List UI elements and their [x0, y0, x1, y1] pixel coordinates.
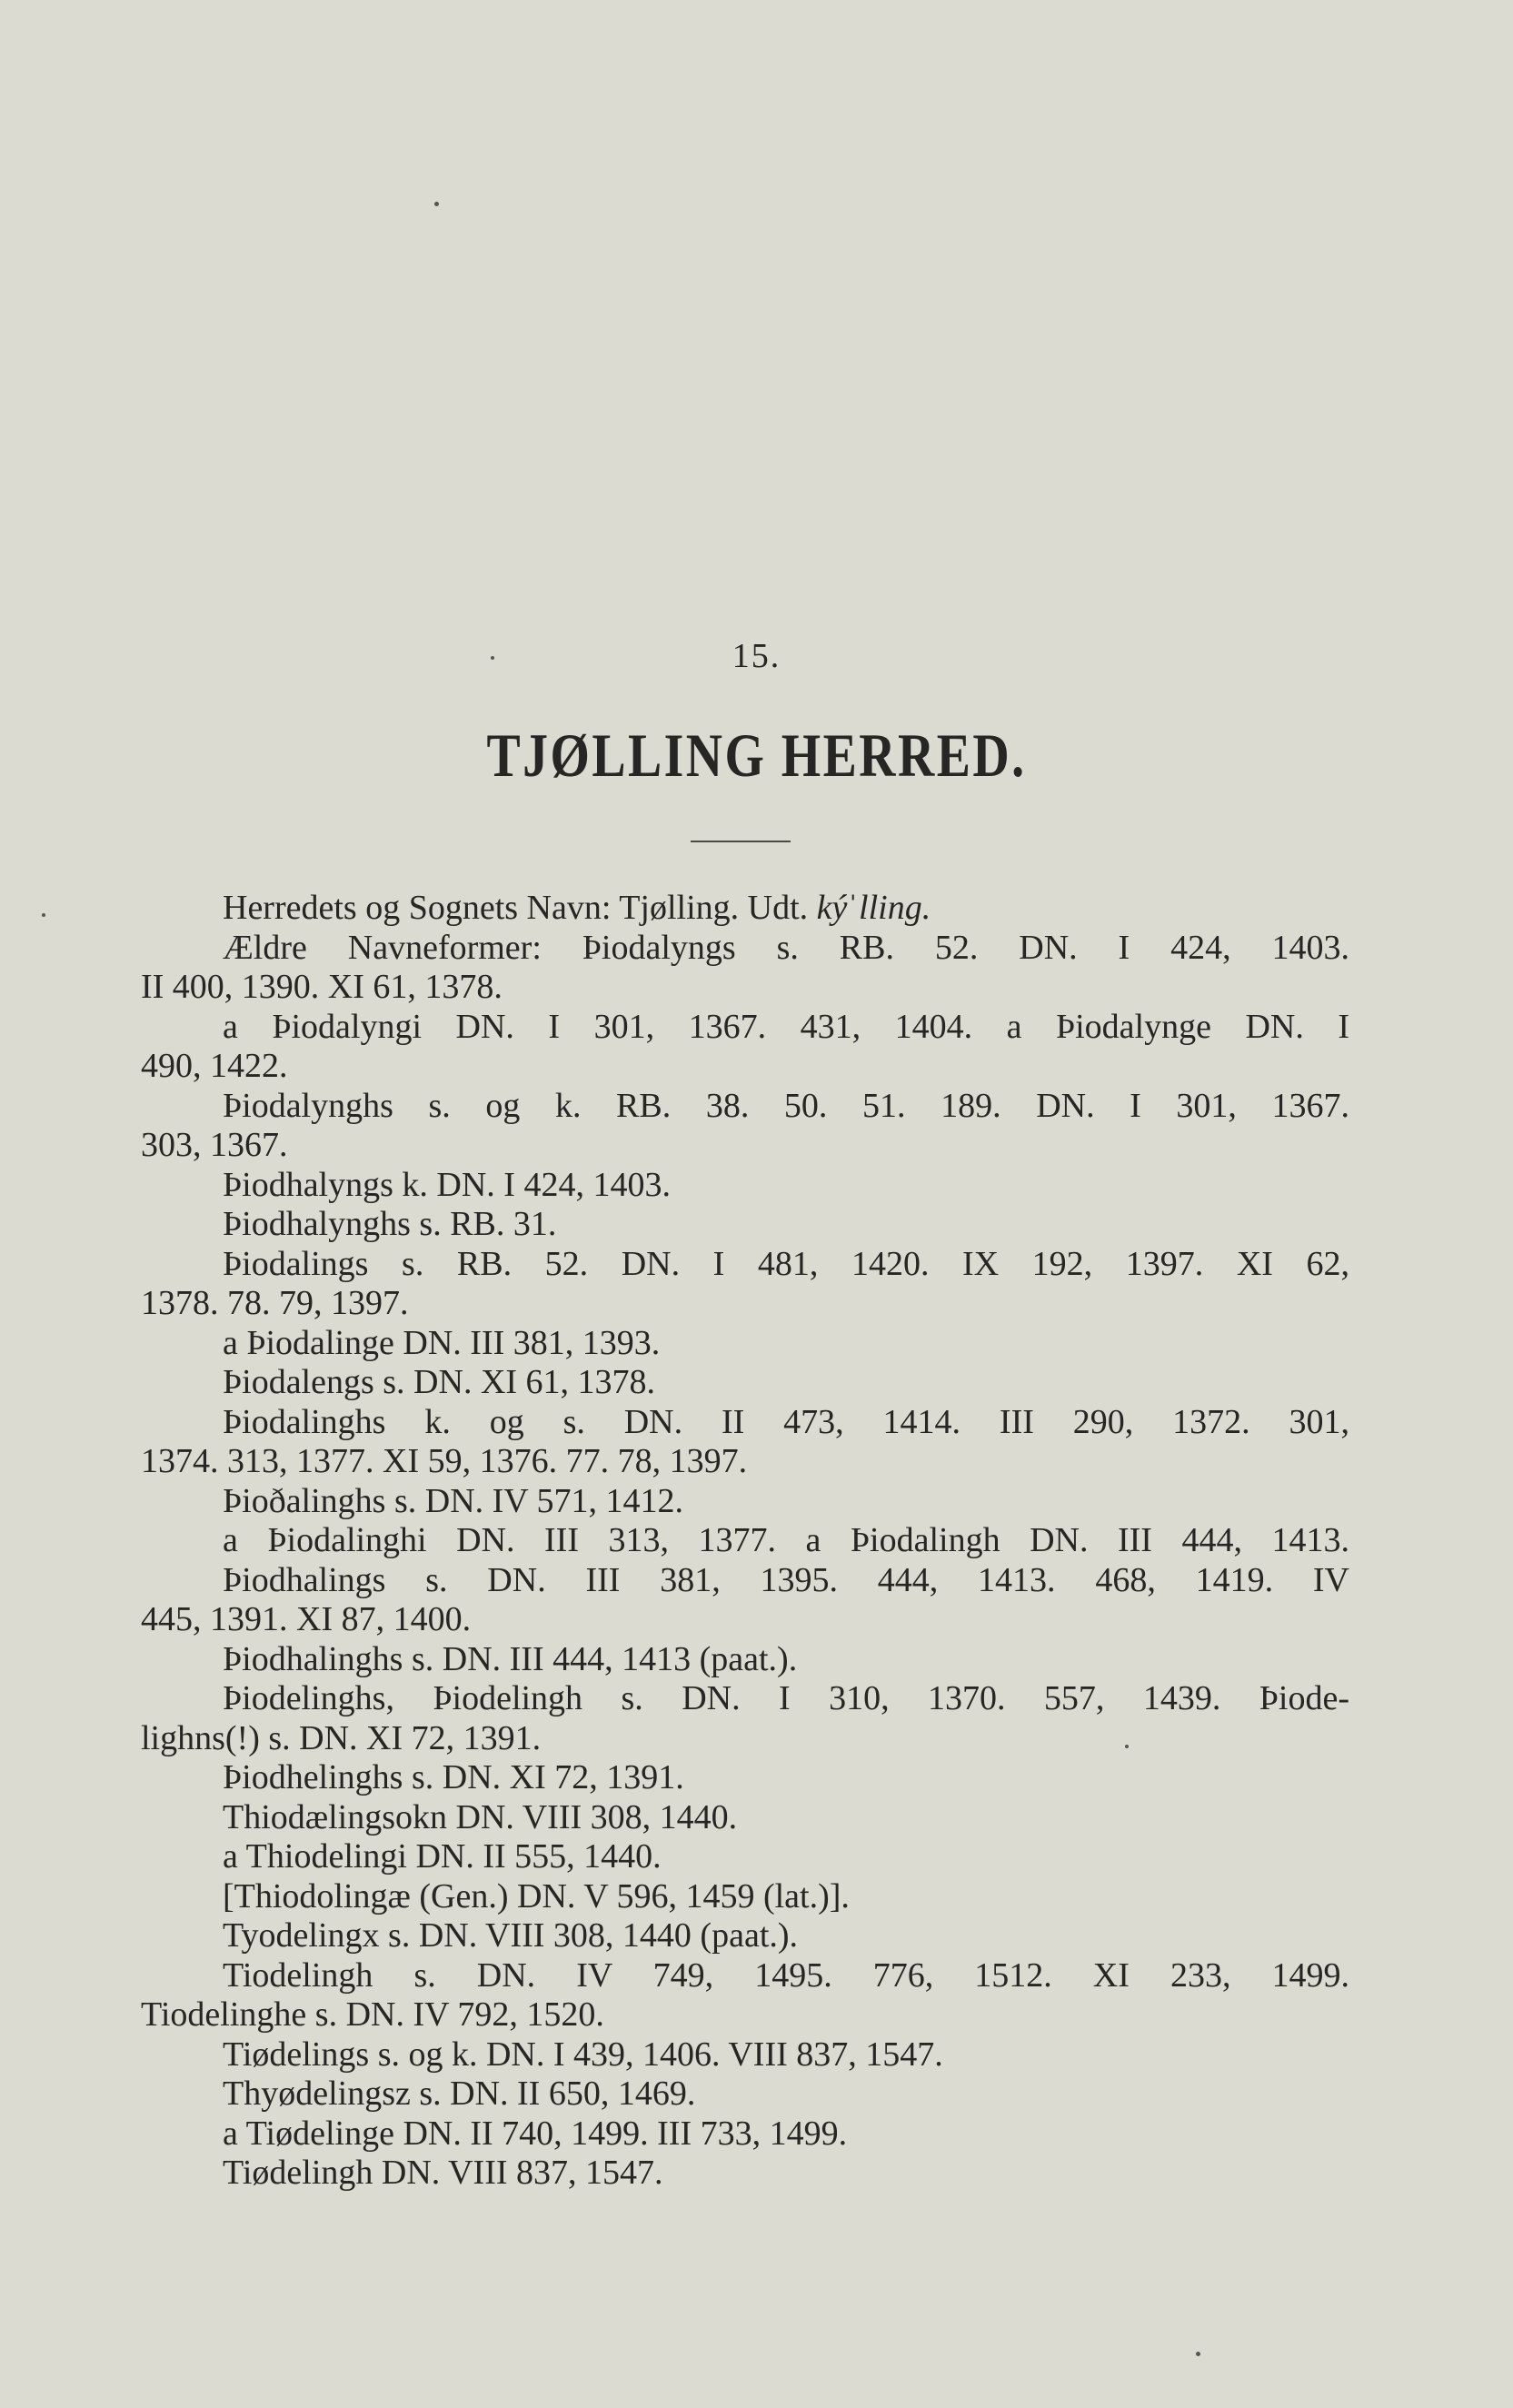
text-line: [141, 1363, 1349, 1403]
line-text: 1374. 313, 1377. XI 59, 1376. 77. 78, 1397.: [141, 1442, 748, 1480]
text-line: [141, 1324, 1349, 1364]
line-text: Þiodalings s. RB. 52. DN. I 481, 1420. IX 192, 1397. XI 62,: [223, 1244, 1349, 1283]
text-line: [141, 1916, 1349, 1956]
line-text: Þiodhelinghs s. DN. XI 72, 1391.: [223, 1758, 684, 1796]
line-text: II 400, 1390. XI 61, 1378.: [141, 968, 503, 1006]
text-line: [141, 1442, 1349, 1482]
line-text: 303, 1367.: [141, 1126, 288, 1164]
line-text: Ældre Navneformer: Þiodalyngs s. RB. 52. DN. I 424, 1403.: [223, 928, 1349, 967]
text-line: [141, 1284, 1349, 1324]
text-line: [141, 1758, 1349, 1798]
line-text: [Thiodolingæ (Gen.) DN. V 596, 1459 (lat.)].: [223, 1876, 850, 1915]
line-text: Þiodhalynghs s. RB. 31.: [223, 1205, 557, 1243]
text-line: [141, 1245, 1349, 1285]
page-speck: [491, 656, 494, 660]
line-text: a Þiodalinghi DN. III 313, 1377. a Þiodalingh DN. III 444, 1413.: [223, 1521, 1349, 1559]
line-text: Tiødelings s. og k. DN. I 439, 1406. VIII 837, 1547.: [223, 2035, 943, 2074]
text-line: [141, 1995, 1349, 2035]
text-line: [141, 1640, 1349, 1680]
text-line: [141, 1600, 1349, 1640]
line-text: Thyødelingsz s. DN. II 650, 1469.: [223, 2075, 696, 2113]
page-speck: [1125, 1745, 1129, 1748]
line-text: Þiodalynghs s. og k. RB. 38. 50. 51. 189. DN. I 301, 1367.: [223, 1086, 1349, 1125]
chapter-number: 15.: [732, 637, 781, 675]
text-line: [141, 1205, 1349, 1245]
line-text: lighns(!) s. DN. XI 72, 1391.: [141, 1718, 542, 1757]
line-text: Thiodælingsokn DN. VIII 308, 1440.: [223, 1797, 738, 1836]
line-text: Þiodalinghs k. og s. DN. II 473, 1414. III 290, 1372. 301,: [223, 1402, 1349, 1441]
text-line: [141, 1087, 1349, 1127]
line-text: Tiodelingh s. DN. IV 749, 1495. 776, 1512. XI 233, 1499.: [223, 1955, 1349, 1995]
line-text: Herredets og Sognets Navn: Tjølling. Udt.: [223, 889, 817, 927]
pronunciation: kýˈlling.: [816, 889, 931, 927]
text-line: [141, 1877, 1349, 1917]
text-line: [141, 2154, 1349, 2194]
text-line: [141, 1719, 1349, 1759]
line-text: a Thiodelingi DN. II 555, 1440.: [223, 1837, 662, 1876]
title-divider: [691, 841, 791, 842]
line-text: Þiodalengs s. DN. XI 61, 1378.: [223, 1363, 656, 1401]
line-text: 490, 1422.: [141, 1047, 288, 1085]
text-line: [141, 1403, 1349, 1443]
line-text: Þiodhalyngs k. DN. I 424, 1403.: [223, 1165, 671, 1204]
page-speck: [1196, 2352, 1200, 2356]
line-text: a Tiødelinge DN. II 740, 1499. III 733, 1499.: [223, 2114, 848, 2153]
text-line: [141, 1798, 1349, 1838]
page-speck: [42, 913, 45, 917]
text-line: [141, 1482, 1349, 1522]
chapter-title: TJØLLING HERRED.: [486, 721, 1027, 790]
text-line: [141, 1047, 1349, 1087]
line-text: Tiødelingh DN. VIII 837, 1547.: [223, 2154, 663, 2192]
line-text: Þiodhalings s. DN. III 381, 1395. 444, 1413. 468, 1419. IV: [223, 1560, 1349, 1599]
line-text: Þiodelinghs, Þiodelingh s. DN. I 310, 1370. 557, 1439. Þiode-: [223, 1679, 1349, 1717]
text-line: [141, 1679, 1349, 1719]
text-line: [141, 1561, 1349, 1601]
line-text: Þiodhalinghs s. DN. III 444, 1413 (paat.).: [223, 1639, 798, 1678]
line-text: Þioðalinghs s. DN. IV 571, 1412.: [223, 1481, 684, 1520]
text-line: [141, 889, 1349, 929]
text-line: [141, 1166, 1349, 1206]
text-line: [141, 1008, 1349, 1048]
line-text: 445, 1391. XI 87, 1400.: [141, 1600, 472, 1638]
text-line: [141, 2075, 1349, 2114]
line-text: 1378. 78. 79, 1397.: [141, 1284, 409, 1322]
text-line: [141, 1126, 1349, 1166]
text-line: [141, 2035, 1349, 2075]
line-text: a Þiodalyngi DN. I 301, 1367. 431, 1404. a Þiodalynge DN. I: [223, 1007, 1349, 1046]
text-line: [141, 1837, 1349, 1877]
line-text: a Þiodalinge DN. III 381, 1393.: [223, 1323, 661, 1362]
text-line: [141, 1956, 1349, 1996]
page-speck: [434, 202, 439, 206]
body-text: [141, 889, 1349, 2194]
text-line: [141, 968, 1349, 1008]
text-line: [141, 929, 1349, 969]
text-line: [141, 2114, 1349, 2154]
line-text: Tiodelinghe s. DN. IV 792, 1520.: [141, 1995, 604, 2034]
line-text: Tyodelingx s. DN. VIII 308, 1440 (paat.).: [223, 1916, 799, 1955]
text-line: [141, 1521, 1349, 1561]
